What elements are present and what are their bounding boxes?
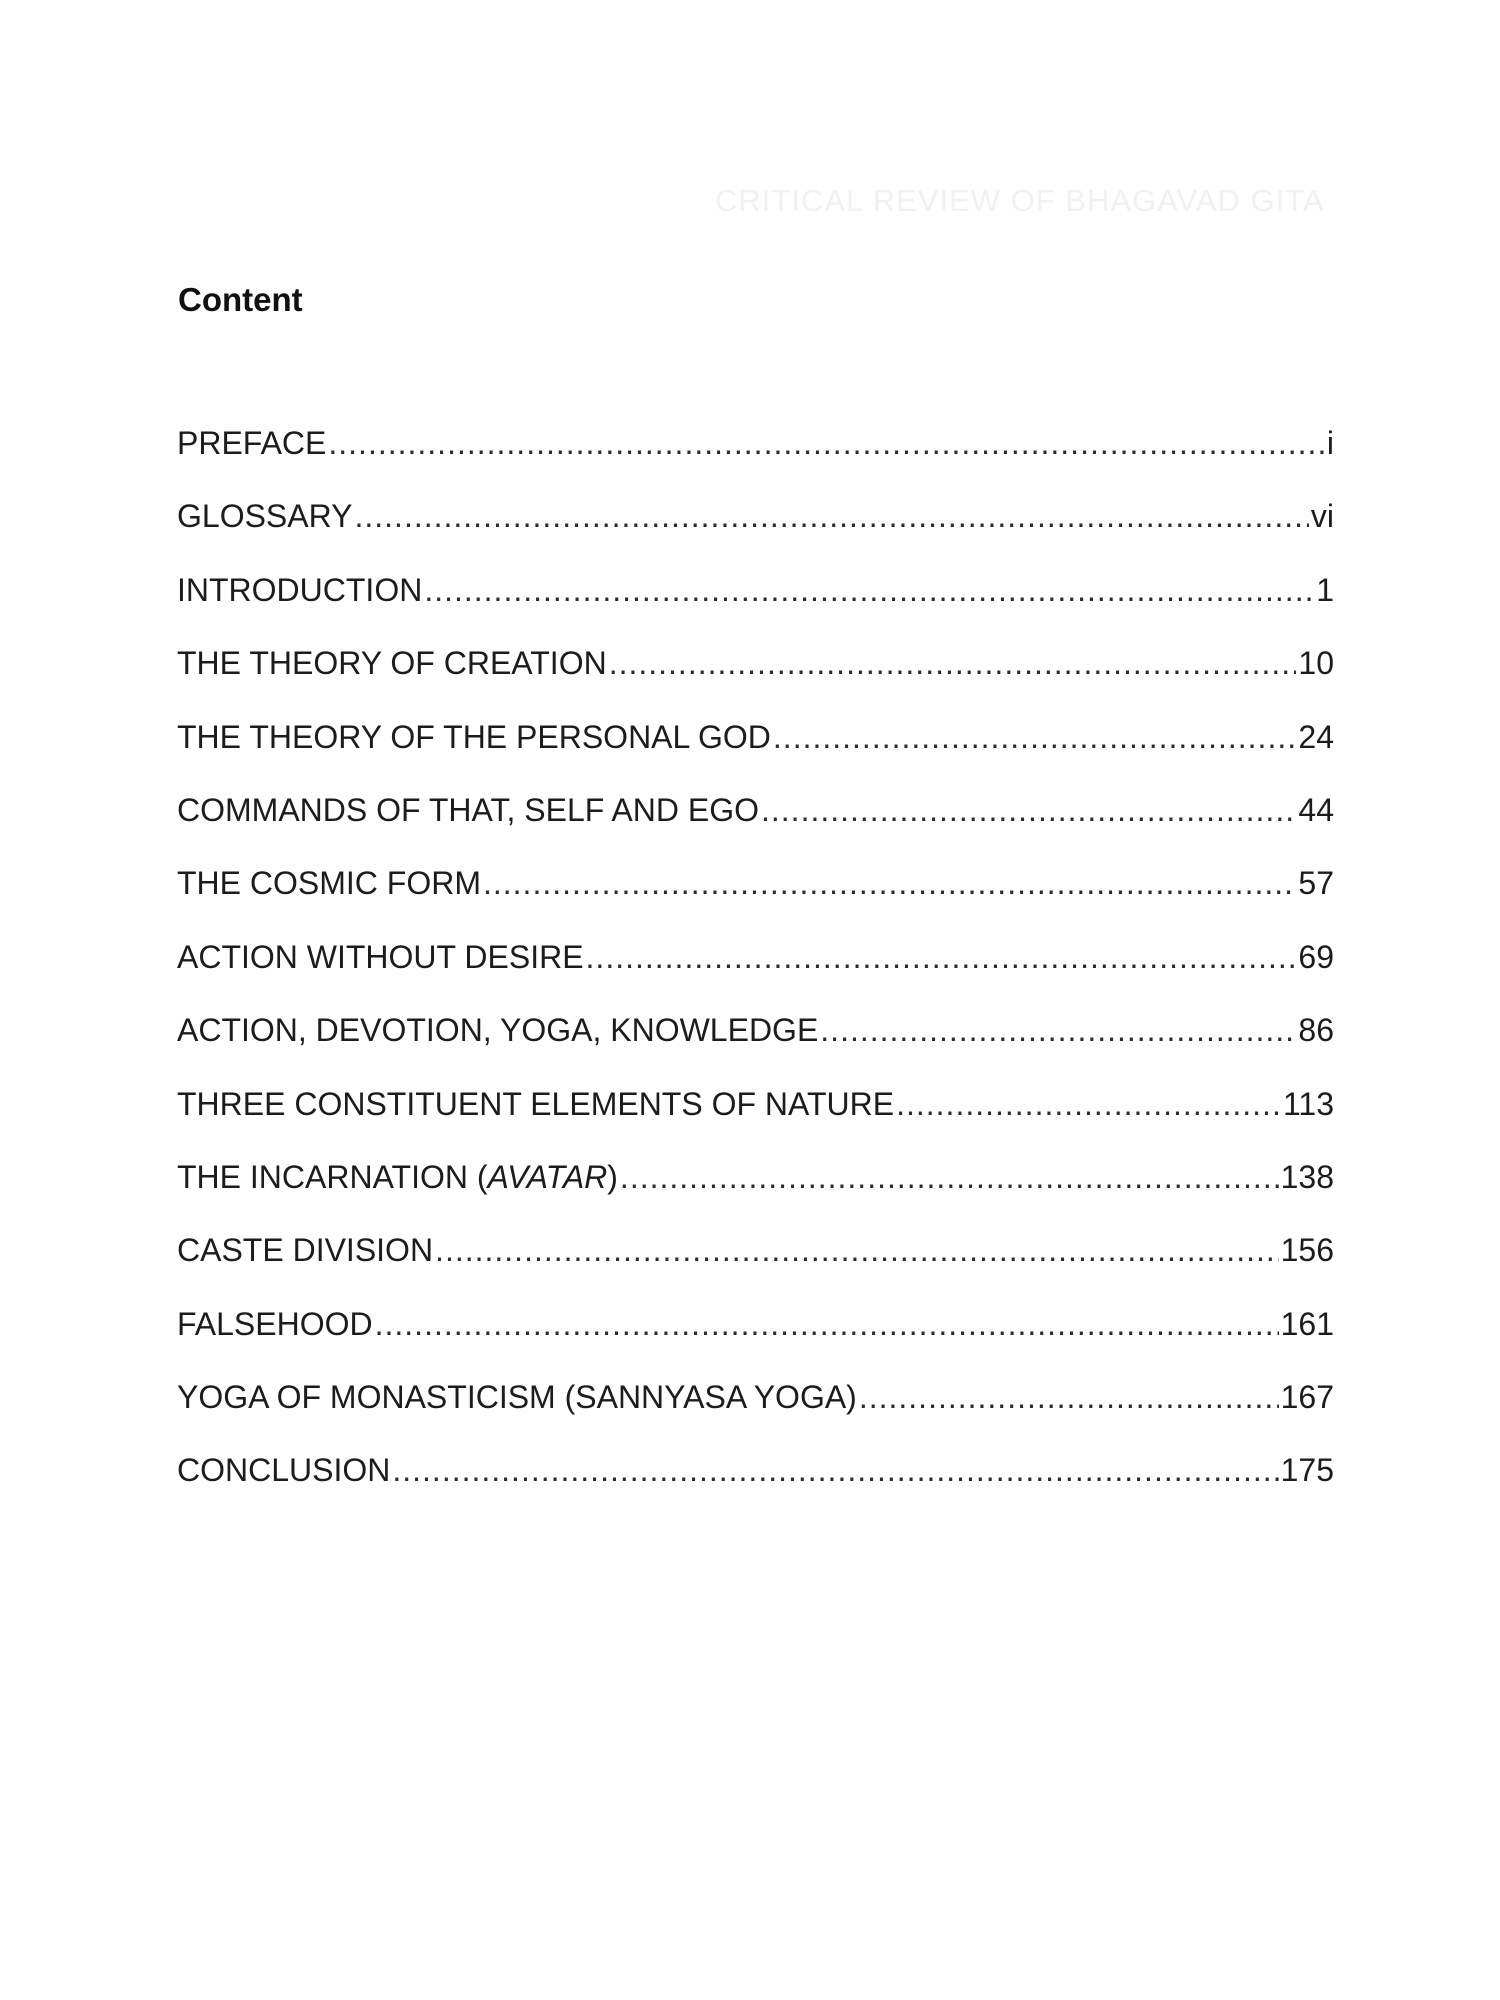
toc-entry-title: GLOSSARY: [177, 498, 353, 535]
toc-entry-page: 10: [1298, 645, 1334, 682]
toc-entry-page: 69: [1298, 938, 1334, 975]
toc-entry-title: ACTION, DEVOTION, YOGA, KNOWLEDGE: [177, 1012, 819, 1049]
table-of-contents: [177, 425, 1334, 1526]
page-title: Content: [178, 281, 303, 318]
toc-entry-cosmic-form: [177, 865, 1334, 938]
toc-entry-title: THE COSMIC FORM: [177, 865, 481, 902]
toc-entry-title: ACTION WITHOUT DESIRE: [177, 938, 584, 975]
toc-entry-page: vi: [1310, 498, 1334, 535]
toc-entry-title: CONCLUSION: [177, 1452, 391, 1489]
toc-entry-three-constituent-elements: [177, 1086, 1334, 1159]
dot-leader: [424, 572, 1314, 609]
dot-leader: [354, 498, 1308, 535]
dot-leader: [328, 425, 1325, 462]
dot-leader: [375, 1306, 1279, 1343]
bleed-through-running-header: CRITICAL REVIEW OF BHAGAVAD GITA: [715, 183, 1325, 218]
toc-entry-page: 167: [1280, 1379, 1334, 1416]
toc-entry-title: [177, 1159, 618, 1196]
toc-entry-title: THREE CONSTITUENT ELEMENTS OF NATURE: [177, 1085, 895, 1122]
dot-leader: [609, 645, 1297, 682]
dot-leader: [896, 1086, 1281, 1123]
toc-entry-action-without-desire: [177, 939, 1334, 1012]
toc-entry-conclusion: [177, 1452, 1334, 1525]
toc-entry-incarnation: [177, 1159, 1334, 1232]
toc-entry-title: PREFACE: [177, 425, 327, 461]
toc-entry-page: 44: [1298, 791, 1334, 828]
toc-entry-page: 161: [1280, 1305, 1334, 1342]
toc-entry-page: 24: [1298, 718, 1334, 755]
toc-entry-glossary: [177, 498, 1334, 571]
toc-entry-title: INTRODUCTION: [177, 571, 423, 608]
toc-entry-yoga-of-monasticism: [177, 1379, 1334, 1452]
toc-entry-theory-of-personal-god: [177, 719, 1334, 792]
toc-entry-caste-division: [177, 1232, 1334, 1305]
toc-entry-page: 156: [1280, 1232, 1334, 1269]
toc-entry-title-suffix: ): [607, 1158, 618, 1195]
toc-entry-page: 86: [1298, 1012, 1334, 1049]
toc-entry-theory-of-creation: [177, 645, 1334, 718]
toc-entry-commands: [177, 792, 1334, 865]
dot-leader: [586, 939, 1297, 976]
toc-entry-title: THE THEORY OF THE PERSONAL GOD: [177, 718, 771, 755]
dot-leader: [392, 1452, 1278, 1489]
toc-entry-page: 113: [1282, 1085, 1334, 1122]
toc-entry-falsehood: [177, 1306, 1334, 1379]
toc-entry-page: i: [1326, 425, 1334, 461]
toc-entry-page: 57: [1298, 865, 1334, 902]
dot-leader: [773, 719, 1297, 756]
toc-entry-preface: [177, 425, 1334, 498]
dot-leader: [761, 792, 1296, 829]
toc-entry-action-devotion-yoga-knowledge: [177, 1012, 1334, 1085]
dot-leader: [435, 1232, 1279, 1269]
toc-entry-page: 1: [1316, 571, 1334, 608]
toc-entry-page: 138: [1280, 1158, 1334, 1195]
dot-leader: [620, 1159, 1279, 1196]
toc-entry-page: 175: [1280, 1452, 1334, 1489]
toc-entry-title-prefix: THE INCARNATION (: [177, 1158, 488, 1195]
toc-entry-title: COMMANDS OF THAT, SELF AND EGO: [177, 791, 759, 828]
toc-entry-title: CASTE DIVISION: [177, 1232, 434, 1269]
dot-leader: [820, 1012, 1296, 1049]
toc-entry-title: FALSEHOOD: [177, 1305, 373, 1342]
toc-entry-introduction: [177, 572, 1334, 645]
dot-leader: [483, 865, 1296, 902]
toc-entry-title: THE THEORY OF CREATION: [177, 645, 607, 682]
toc-entry-title-italic: AVATAR: [487, 1158, 608, 1195]
dot-leader: [859, 1379, 1279, 1416]
toc-entry-title: YOGA OF MONASTICISM (SANNYASA YOGA): [177, 1379, 857, 1416]
